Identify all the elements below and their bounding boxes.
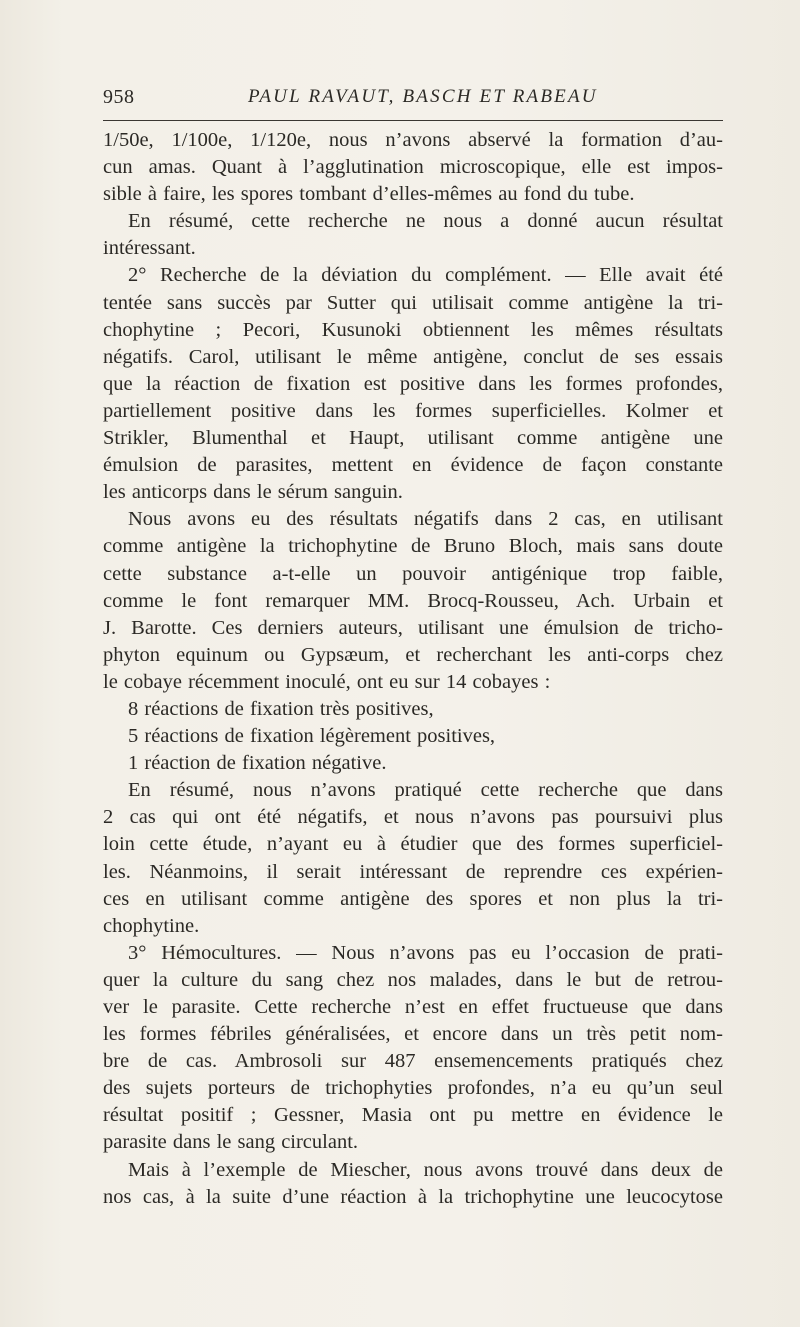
text-line: chophytine ; Pecori, Kusunoki obtiennent les mêmes résultats: [103, 318, 723, 341]
text-line: bre de cas. Ambrosoli sur 487 ensemencements pratiqués chez: [103, 1050, 723, 1073]
text-line: En résumé, nous n’avons pratiqué cette recherche que dans: [128, 779, 723, 802]
text-line: J. Barotte. Ces derniers auteurs, utilisant une émulsion de tricho-: [103, 616, 723, 639]
text-line: les formes fébriles généralisées, et encore dans un très petit nom-: [103, 1023, 723, 1046]
text-line: le cobaye récemment inoculé, ont eu sur 14 cobayes :: [103, 670, 551, 693]
text-line: Mais à l’exemple de Miescher, nous avons trouvé dans deux de: [128, 1158, 723, 1181]
text-line: parasite dans le sang circulant.: [103, 1131, 359, 1154]
list-item: 8 réactions de fixation très positives,: [128, 697, 434, 720]
body-text: [103, 127, 723, 1211]
text-line: les anticorps dans le sérum sanguin.: [103, 481, 403, 504]
text-line: chophytine.: [103, 914, 200, 937]
text-line: Strikler, Blumenthal et Haupt, utilisant comme antigène une: [103, 427, 723, 450]
text-line: phyton equinum ou Gypsæum, et recherchant les anti-corps chez: [103, 643, 723, 666]
text-line: les. Néanmoins, il serait intéressant de reprendre ces expérien-: [103, 860, 723, 883]
text-line: résultat positif ; Gessner, Masia ont pu mettre en évidence le: [103, 1104, 723, 1127]
list-item: 1 réaction de fixation négative.: [128, 752, 387, 775]
page-number: 958: [103, 86, 135, 108]
text-line: comme antigène la trichophytine de Bruno Bloch, mais sans doute: [103, 535, 723, 558]
header-rule: [103, 120, 723, 121]
list-item: 5 réactions de fixation légèrement positives,: [128, 725, 496, 748]
text-line: tentée sans succès par Sutter qui utilisait comme antigène la tri-: [103, 291, 723, 314]
text-line: 1/50e, 1/100e, 1/120e, nous n’avons abservé la formation d’au-: [103, 129, 723, 151]
text-line: quer la culture du sang chez nos malades, dans le but de retrou-: [103, 968, 723, 991]
text-line: 3° Hémocultures. — Nous n’avons pas eu l’occasion de prati-: [128, 941, 723, 964]
text-line: cette substance a-t-elle un pouvoir antigénique trop faible,: [103, 562, 723, 585]
text-line: que la réaction de fixation est positive dans les formes profondes,: [103, 372, 723, 395]
text-line: cun amas. Quant à l’agglutination microscopique, elle est impos-: [103, 156, 723, 179]
text-line: ver le parasite. Cette recherche n’est en effet fructueuse que dans: [103, 996, 723, 1018]
text-line: 2° Recherche de la déviation du complément. — Elle avait été: [128, 264, 723, 287]
text-line: émulsion de parasites, mettent en évidence de façon constante: [103, 454, 723, 477]
text-line: 2 cas qui ont été négatifs, et nous n’avons pas poursuivi plus: [103, 806, 723, 829]
text-line: sible à faire, les spores tombant d’elles-mêmes au fond du tube.: [103, 183, 635, 206]
page-header: [103, 86, 723, 114]
text-line: En résumé, cette recherche ne nous a donné aucun résultat: [128, 210, 723, 233]
text-line: partiellement positive dans les formes superficielles. Kolmer et: [103, 399, 723, 422]
text-line: comme le font remarquer MM. Brocq-Rousseu, Ach. Urbain et: [103, 589, 723, 612]
text-line: Nous avons eu des résultats négatifs dans 2 cas, en utilisant: [128, 508, 723, 531]
text-line: nos cas, à la suite d’une réaction à la trichophytine une leucocytose: [103, 1185, 723, 1208]
text-line: intéressant.: [103, 237, 196, 260]
text-line: des sujets porteurs de trichophyties profondes, n’a eu qu’un seul: [103, 1077, 723, 1100]
running-head: PAUL RAVAUT, BASCH ET RABEAU: [248, 86, 598, 107]
text-line: négatifs. Carol, utilisant le même antigène, conclut de ses essais: [103, 345, 723, 368]
text-line: loin cette étude, n’ayant eu à étudier que des formes superficiel-: [103, 833, 723, 856]
text-line: ces en utilisant comme antigène des spores et non plus la tri-: [103, 887, 723, 910]
